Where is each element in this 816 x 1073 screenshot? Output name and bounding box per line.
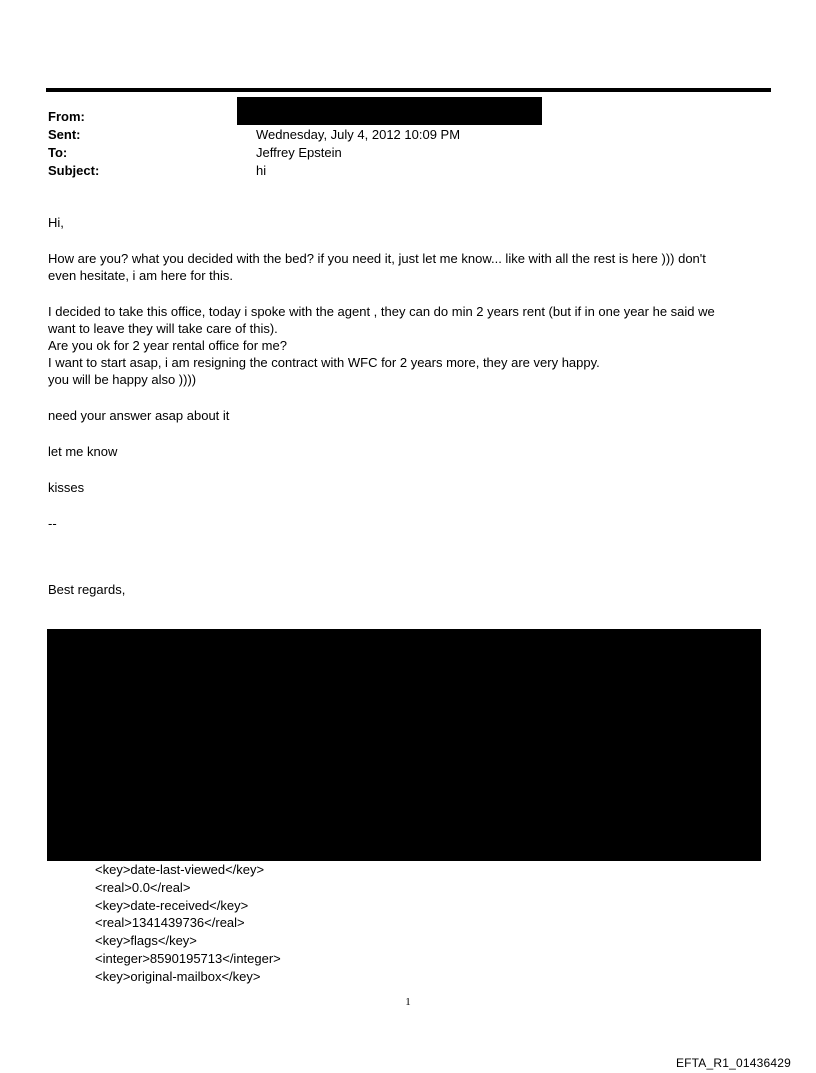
to-value: Jeffrey Epstein [256, 145, 342, 160]
from-label: From: [48, 109, 85, 124]
body-paragraph-4: let me know [48, 444, 118, 459]
sent-value: Wednesday, July 4, 2012 10:09 PM [256, 127, 461, 142]
document-id: EFTA_R1_01436429 [675, 1056, 791, 1070]
body-line: I decided to take this office, today i spoke with the agent , they can do min 2 years rent (but if in one year he said we [48, 304, 715, 319]
body-line: Are you ok for 2 year rental office for me? [48, 338, 287, 353]
page-number: 1 [405, 996, 411, 1008]
subject-value: hi [256, 163, 267, 178]
redaction-from [237, 97, 542, 125]
body-line: How are you? what you decided with the bed? if you need it, just let me know... like with all the rest is here ))) don't [48, 251, 706, 266]
sent-label: Sent: [48, 127, 81, 142]
xml-line: <key>flags</key> [95, 933, 197, 949]
body-line: you will be happy also )))) [48, 372, 197, 387]
body-paragraph-1 [48, 250, 758, 284]
xml-line: <real>0.0</real> [95, 879, 191, 895]
greeting: Hi, [48, 215, 64, 230]
xml-line: <key>date-received</key> [95, 897, 249, 913]
body-line: want to leave they will take care of this). [48, 321, 278, 336]
signoff: Best regards, [48, 582, 126, 597]
xml-line: <real>1341439736</real> [95, 915, 245, 931]
xml-line: <key>original-mailbox</key> [95, 968, 261, 984]
xml-line: <key>date-last-viewed</key> [95, 862, 265, 877]
body-line: even hesitate, i am here for this. [48, 268, 233, 283]
email-body [48, 214, 758, 617]
body-paragraph-3: need your answer asap about it [48, 408, 230, 423]
signature-separator: -- [48, 516, 57, 531]
redaction-signature [47, 629, 761, 861]
body-paragraph-2 [48, 303, 758, 388]
to-label: To: [48, 145, 68, 160]
subject-label: Subject: [48, 163, 100, 178]
xml-line: <integer>8590195713</integer> [95, 950, 281, 966]
body-line: I want to start asap, i am resigning the contract with WFC for 2 years more, they are very happy. [48, 355, 600, 370]
body-paragraph-5: kisses [48, 480, 85, 495]
header-rule [46, 88, 771, 92]
xml-metadata [95, 861, 495, 986]
